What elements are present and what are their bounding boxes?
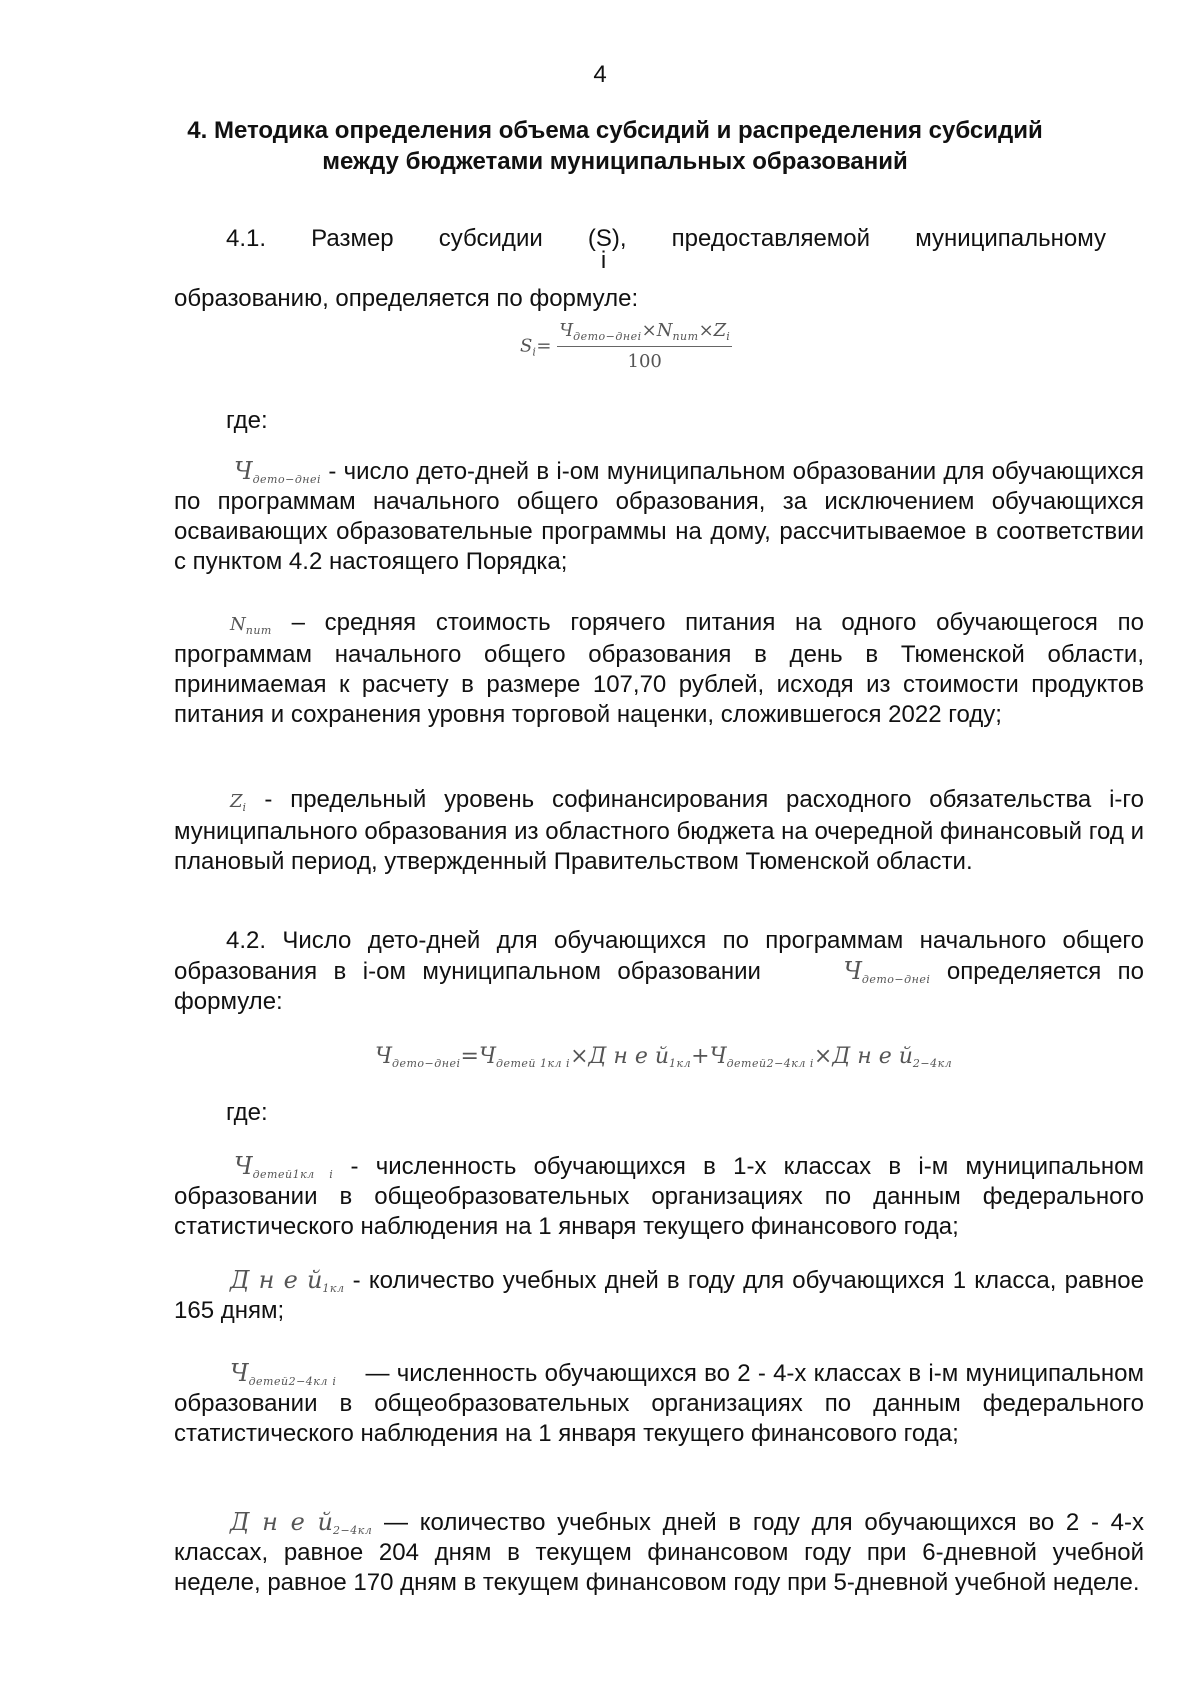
formula-symbol: $Ч_{детей1кл i}$ [234,1152,334,1181]
paragraph-4-2: 4.2. Число дето-дней для обучающихся по программам начального общего образования в i-ом муниципальном образовании $Ч_{дето-днеi}$ определяется по формуле: [174,927,1145,1015]
word: (S), i [587,225,627,274]
word: муниципальному [915,225,1106,252]
word: Размер [311,225,394,252]
formula-symbol: $Ч_{детей2-4кл i}$ [230,1359,337,1388]
page-number: 4 [593,61,607,88]
definition-grades-2-4-count: $Ч_{детей2-4кл i}$ — численность обучающихся во 2 - 4-х классах в i-м муниципальном образовании в общеобразовательных организациях по данным федерального статистического наблюдения на 1 января текущего финансового года; [174,1359,1145,1447]
definition-child-days: $Ч_{дето-днеi}$ - число дето-дней в i-ом муниципальном образовании для обучающихся по программам начального общего образования, за исключением обучающихся осваивающих образовательные программы на дому, рассчитываемое в соответствии с пунктом 4.2 настоящего Порядка; [174,457,1144,575]
definition-grades-2-4-days: Д н е $й_{2-4кл}$ — количество учебных дней в году для обучающихся во 2 - 4-х классах, равное 204 дням в текущем финансовом году при 6-дневной учебной неделе, равное 170 дням в текущем финансовом году при 5-дневной учебной неделе. [174,1508,1145,1596]
paragraph-4-1-line2: образованию, определяется по формуле: [174,285,639,312]
definition-first-grade-days: Д н е $й_{1кл}$ - количество учебных дней в году для обучающихся 1 класса, равное 165 дням; [174,1266,1144,1324]
word: субсидии [438,225,543,252]
formula-subsidy: $S_i=$ $\frac{Ч_{дето-днеi}\times N_{пит}\times Z_i}{100}$ [520,316,732,377]
formula-symbol: $Ч_{дето-днеi}$ [234,457,322,486]
formula-symbol: $Z_i$ [230,791,247,814]
where-label-2: где: [226,1099,268,1126]
formula-child-days: $Ч_{дето-днеi}=Ч_{детей 1кл i}\times Д$ н е $й_{1кл}+Ч_{детей2-4кл i}\times Д$ н е $й_{2-4кл}$ [375,1044,953,1070]
where-label-1: где: [226,407,268,434]
definition-cofinancing-level: $Z_i$ - предельный уровень софинансирования расходного обязательства i-го муниципального образования из областного бюджета на очередной финансовый год и плановый период, утвержденный Правительством Тюменской области. [174,786,1144,875]
paragraph-4-1-line1 [226,224,1106,274]
formula-symbol: $Ч_{дето-днеi}$ [843,957,931,986]
definition-meal-cost: $N_{пит}$ – средняя стоимость горячего питания на одного обучающегося по программам начального общего образования в день в Тюменской области, принимаемая к расчету в размере 107,70 рублей, исходя из стоимости продуктов питания и сохранения уровня торговой наценки, сложившегося 2022 году; [174,609,1144,728]
formula-symbol: $N_{пит}$ [230,614,272,637]
formula-symbol: Д н е $й_{1кл}$ [230,1266,345,1295]
section-heading: 4. Методика определения объема субсидий и распределения субсидий между бюджетами муниципальных образований [187,117,1043,175]
word: предоставляемой [671,225,871,252]
item-number: 4.1. [226,225,267,252]
formula-symbol: Д н е $й_{2-4кл}$ [230,1508,373,1537]
definition-first-grade-count: $Ч_{детей1кл i}$ - численность обучающихся в 1-х классах в i-м муниципальном образовании в общеобразовательных организациях по данным федерального статистического наблюдения на 1 января текущего финансового года; [174,1152,1144,1240]
